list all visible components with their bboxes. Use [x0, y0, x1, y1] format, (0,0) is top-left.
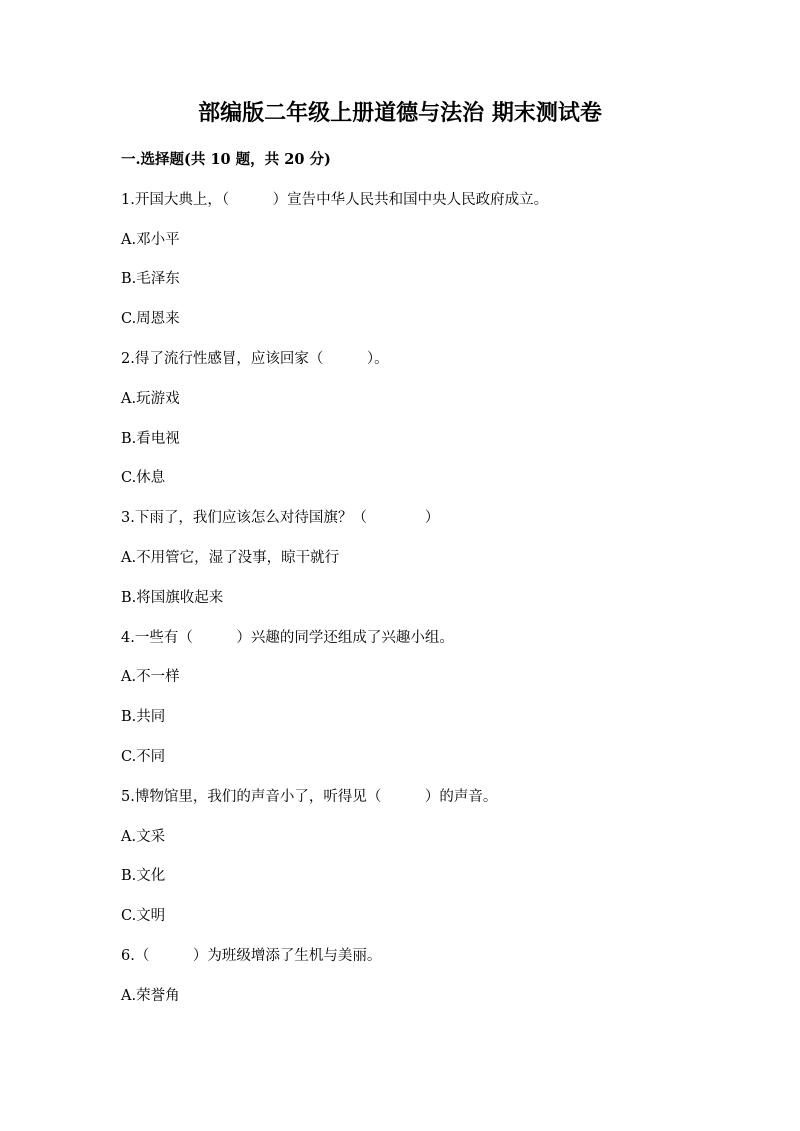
option-a: A.荣誉角 [121, 987, 180, 1004]
question-text: 1.开国大典上，（ ）宣告中华人民共和国中央人民政府成立。 [121, 191, 549, 208]
option-c: C.不同 [121, 748, 166, 765]
option-c: C.文明 [121, 908, 166, 925]
question-6 [121, 946, 800, 1006]
question-list [121, 190, 800, 1006]
option-a: A.不一样 [121, 669, 180, 686]
option-b: B.毛泽东 [121, 271, 180, 288]
question-text: 6.（ ）为班级增添了生机与美丽。 [121, 947, 382, 964]
section-heading: 一.选择题(共 10 题，共 20 分) [121, 151, 331, 168]
option-b: B.共同 [121, 709, 166, 726]
option-b: B.将国旗收起来 [121, 589, 224, 606]
option-a: A.不用管它，湿了没事，晾干就行 [121, 549, 340, 566]
question-text: 3.下雨了，我们应该怎么对待国旗？（ ） [121, 510, 440, 527]
question-2 [121, 349, 800, 488]
option-c: C.周恩来 [121, 311, 180, 328]
question-3 [121, 508, 800, 608]
question-text: 5.博物馆里，我们的声音小了，听得见（ ）的声音。 [121, 788, 498, 805]
option-a: A.玩游戏 [121, 390, 180, 407]
option-a: A.文采 [121, 828, 166, 845]
option-b: B.文化 [121, 868, 166, 885]
option-b: B.看电视 [121, 430, 180, 447]
question-text: 2.得了流行性感冒，应该回家（ ）。 [121, 350, 389, 367]
option-c: C.休息 [121, 470, 166, 487]
question-5 [121, 787, 800, 926]
question-text: 4.一些有（ ）兴趣的同学还组成了兴趣小组。 [121, 629, 454, 646]
question-1 [121, 190, 800, 329]
option-a: A.邓小平 [121, 231, 180, 248]
question-4 [121, 628, 800, 767]
page-title: 部编版二年级上册道德与法治 期末测试卷 [198, 100, 602, 126]
